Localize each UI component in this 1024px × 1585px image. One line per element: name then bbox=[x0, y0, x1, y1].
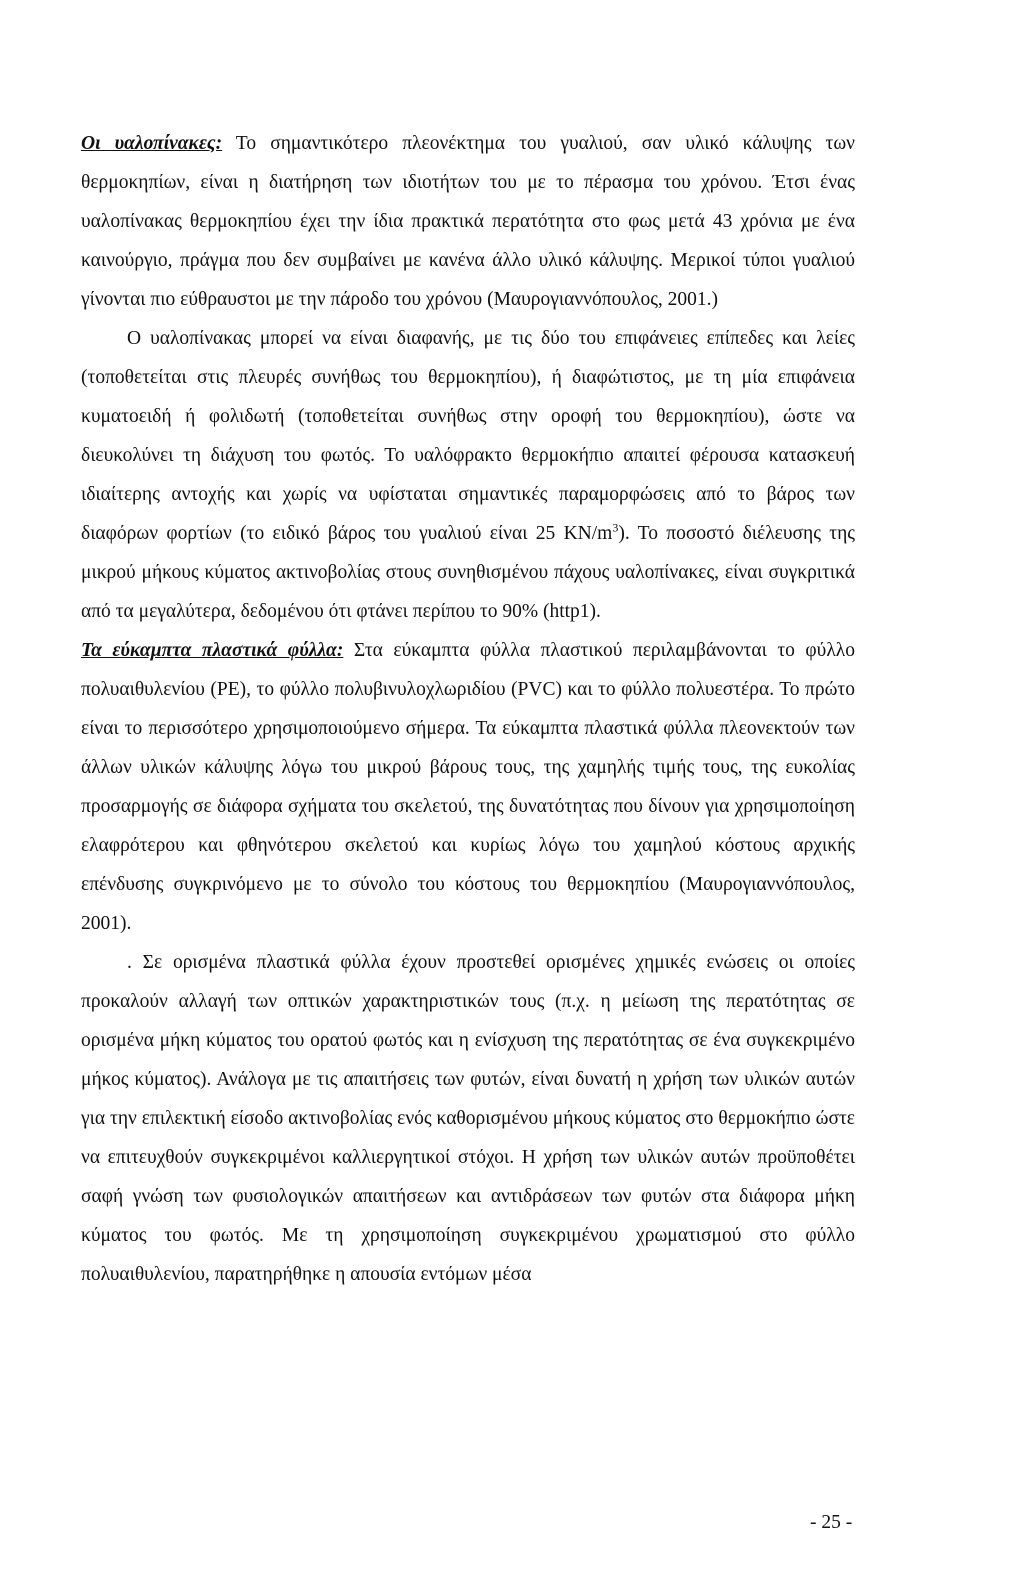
section-heading-glass-panes: Οι υαλοπίνακες: bbox=[81, 133, 223, 154]
section-heading-plastic-films: Τα εύκαμπτα πλαστικά φύλλα: bbox=[81, 640, 344, 661]
superscript: 3 bbox=[612, 520, 619, 535]
paragraph-text: Στα εύκαμπτα φύλλα πλαστικού περιλαμβάνονται το φύλλο πολυαιθυλενίου (PE), το φύλλο πολυβινυλοχλωριδίου (PVC) και το φύλλο πολυεστέρα. Το πρώτο είναι το περισσότερο χρησιμοποιούμενο σήμερα. Τα εύκαμπτα πλαστικά φύλλα πλεονεκτούν των άλλων υλικών κάλυψης λόγω του μικρού βάρους τους, της χαμηλής τιμής τους, της ευκολίας προσαρμογής σε διάφορα σχήματα του σκελετού, της δυνατότητας που δίνουν για χρησιμοποίηση ελαφρότερου και φθηνότερου σκελετού και κυρίως λόγω του χαμηλού κόστους αρχικής επένδυσης συγκρινόμενο με το σύνολο του κόστους του θερμοκηπίου (Μαυρογιαννόπουλος, 2001). bbox=[81, 640, 855, 934]
paragraph-glass-panes bbox=[81, 124, 855, 319]
paragraph-plastic-films bbox=[81, 631, 855, 943]
paragraph-chemical-additives bbox=[81, 943, 855, 1294]
document-body bbox=[81, 124, 855, 1294]
paragraph-text-continued: ). Το ποσοστό διέλευσης της μικρού μήκους κύματος ακτινοβολίας στους συνηθισμένου πάχους υαλοπίνακες, είναι συγκριτικά από τα μεγαλύτερα, δεδομένου ότι φτάνει περίπου το 90% (http1). bbox=[81, 523, 855, 622]
paragraph-glass-types bbox=[81, 319, 855, 631]
paragraph-text: . Σε ορισμένα πλαστικά φύλλα έχουν προστεθεί ορισμένες χημικές ενώσεις οι οποίες προκαλούν αλλαγή των οπτικών χαρακτηριστικών τους (π.χ. η μείωση της περατότητας σε ορισμένα μήκη κύματος του ορατού φωτός και η ενίσχυση της περατότητας σε ένα συγκεκριμένο μήκος κύματος). Ανάλογα με τις απαιτήσεις των φυτών, είναι δυνατή η χρήση των υλικών αυτών για την επιλεκτική είσοδο ακτινοβολίας ενός καθορισμένου μήκους κύματος στο θερμοκήπιο ώστε να επιτευχθούν συγκεκριμένοι καλλιεργητικοί στόχοι. Η χρήση των υλικών αυτών προϋποθέτει σαφή γνώση των φυσιολογικών απαιτήσεων και αντιδράσεων των φυτών στα διάφορα μήκη κύματος του φωτός. Με τη χρησιμοποίηση συγκεκριμένου χρωματισμού στο φύλλο πολυαιθυλενίου, παρατηρήθηκε η απουσία εντόμων μέσα bbox=[81, 952, 855, 1285]
paragraph-text: Ο υαλοπίνακας μπορεί να είναι διαφανής, με τις δύο του επιφάνειες επίπεδες και λείες (τοποθετείται στις πλευρές συνήθως του θερμοκηπίου), ή διαφώτιστος, με τη μία επιφάνεια κυματοειδή ή φολιδωτή (τοποθετείται συνήθως στην οροφή του θερμοκηπίου), ώστε να διευκολύνει τη διάχυση του φωτός. Το υαλόφρακτο θερμοκήπιο απαιτεί φέρουσα κατασκευή ιδιαίτερης αντοχής και χωρίς να υφίσταται σημαντικές παραμορφώσεις από το βάρος των διαφόρων φορτίων (το ειδικό βάρος του γυαλιού είναι 25 KN/m bbox=[81, 328, 855, 544]
paragraph-text: Το σημαντικότερο πλεονέκτημα του γυαλιού, σαν υλικό κάλυψης των θερμοκηπίων, είναι η διατήρηση των ιδιοτήτων του με το πέρασμα του χρόνου. Έτσι ένας υαλοπίνακας θερμοκηπίου έχει την ίδια πρακτικά περατότητα στο φως μετά 43 χρόνια με ένα καινούργιο, πράγμα που δεν συμβαίνει με κανένα άλλο υλικό κάλυψης. Μερικοί τύποι γυαλιού γίνονται πιο εύθραυστοι με την πάροδο του χρόνου (Μαυρογιαννόπουλος, 2001.) bbox=[81, 133, 855, 310]
page-number: - 25 - bbox=[810, 1512, 853, 1533]
